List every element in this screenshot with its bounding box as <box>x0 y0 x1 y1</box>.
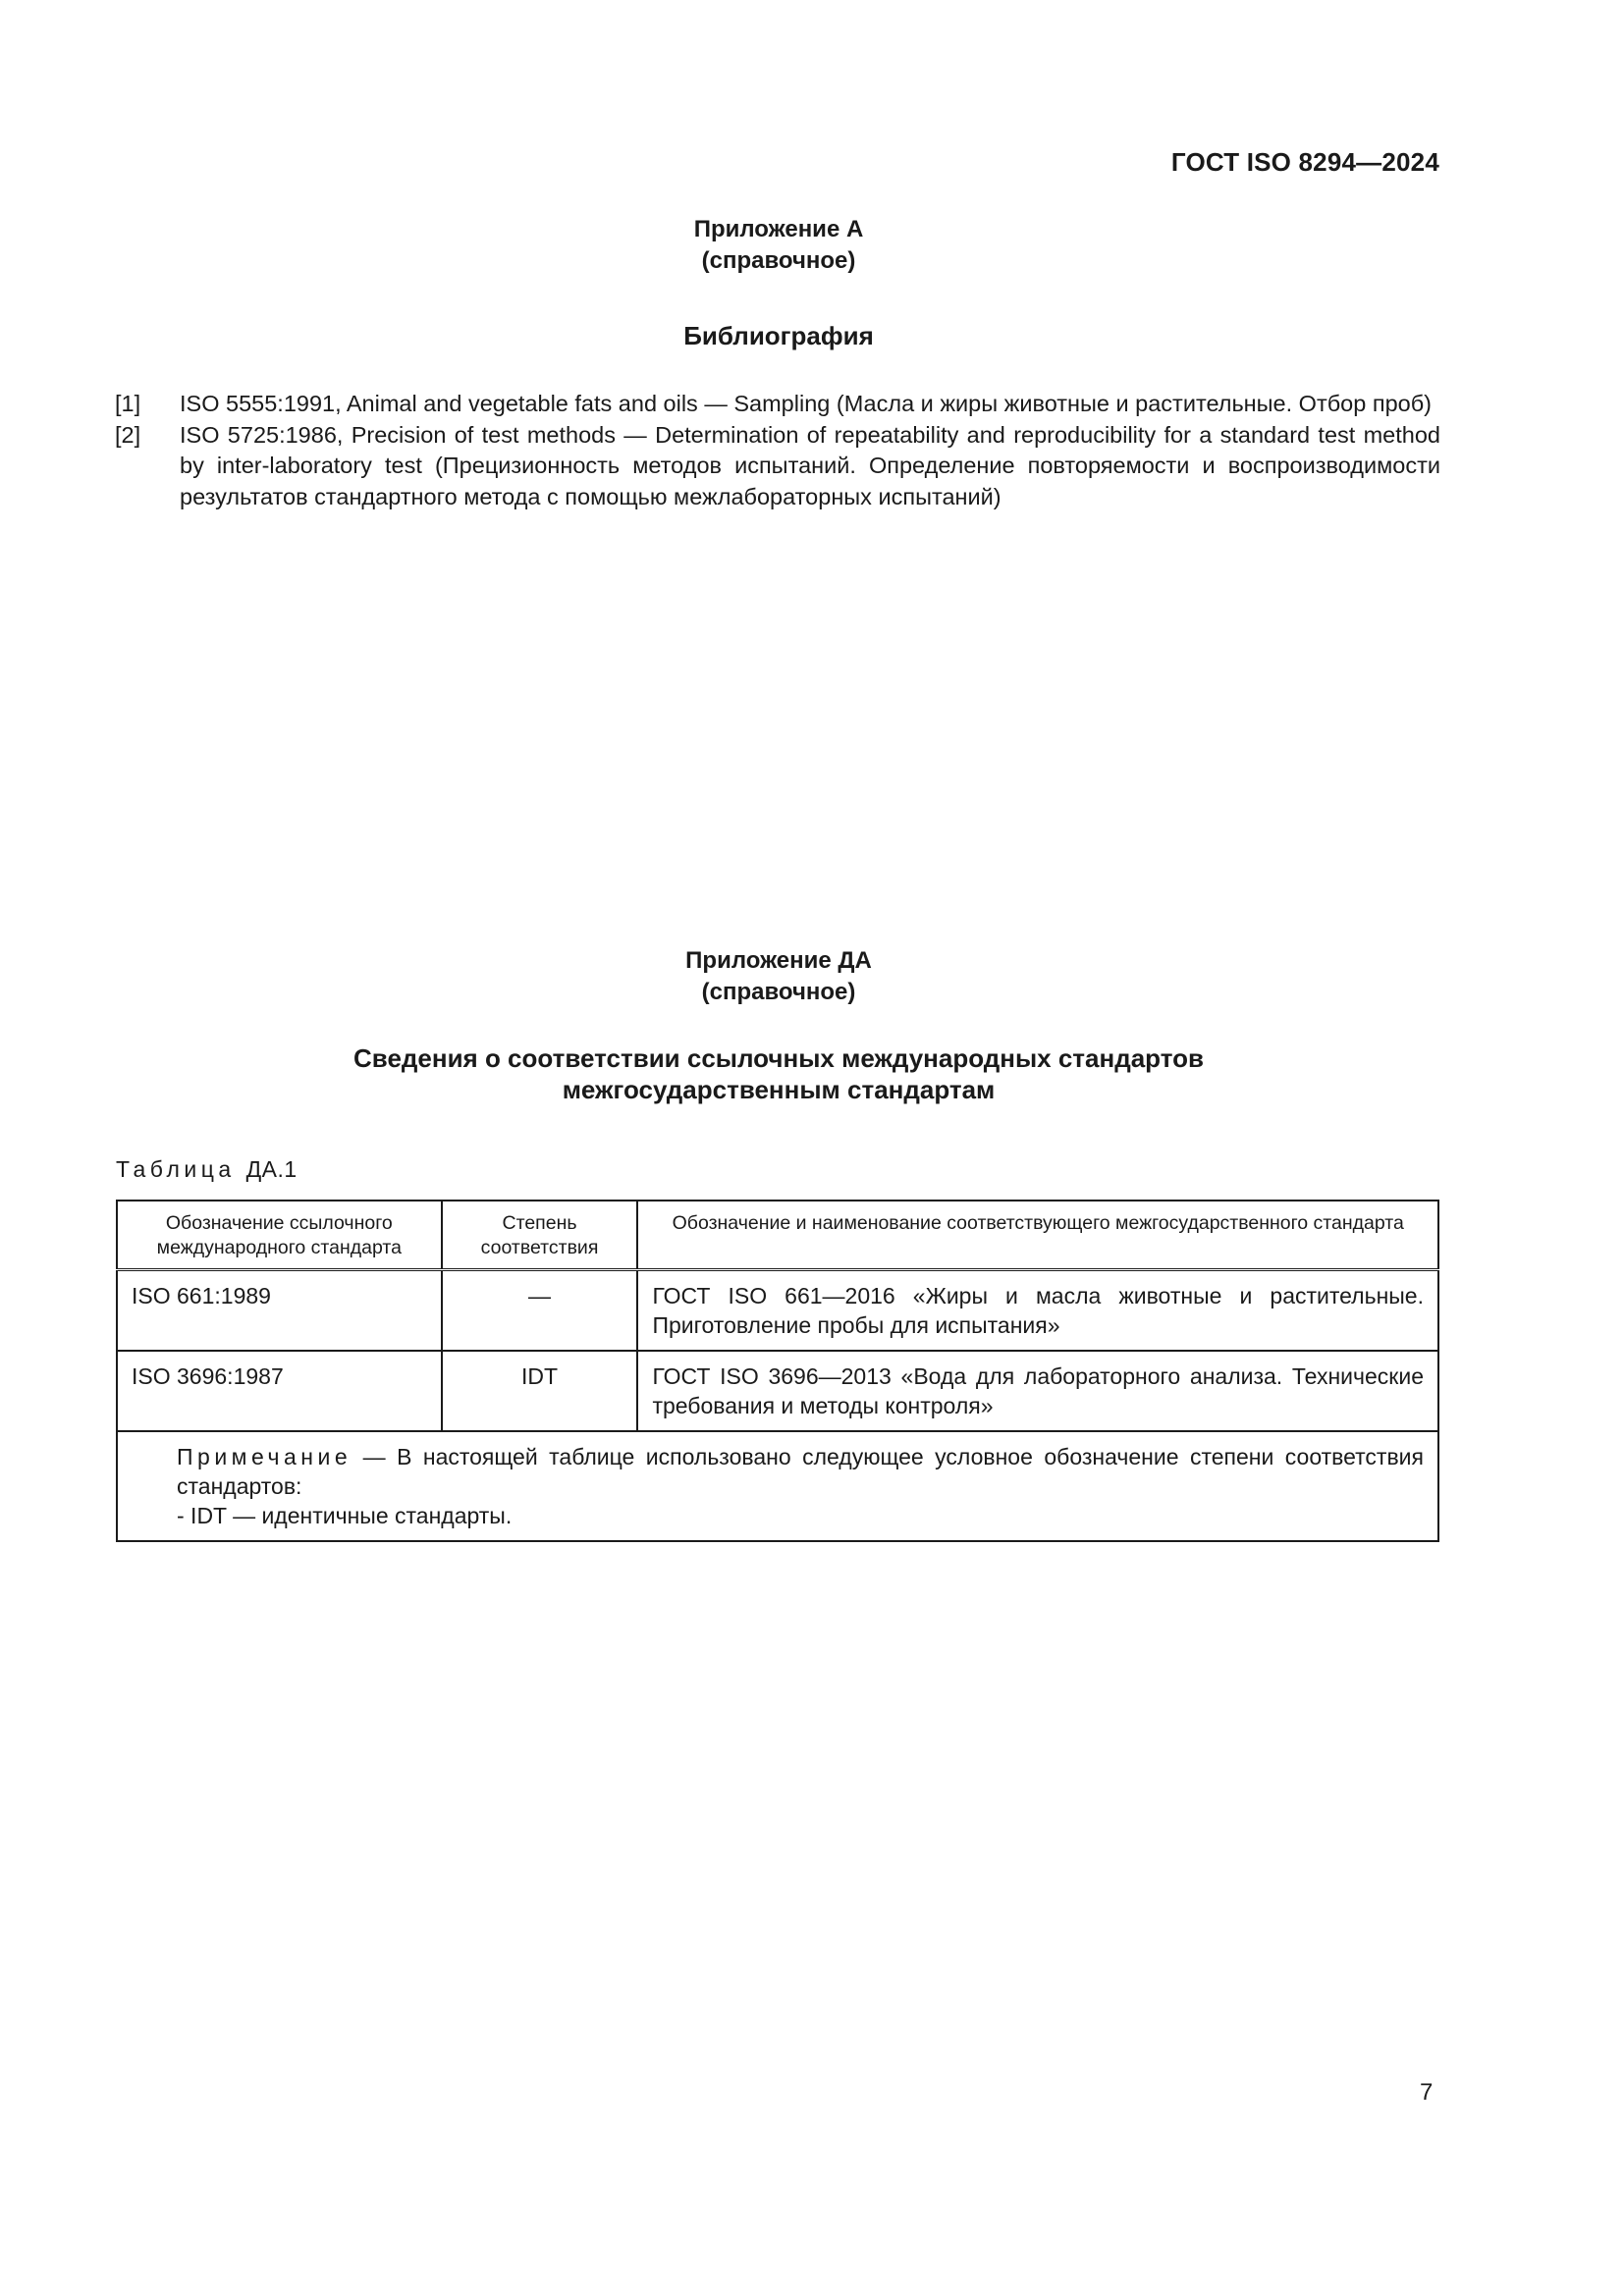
bibliography-item <box>115 389 1440 420</box>
table-cell-degree: — <box>442 1270 638 1352</box>
table-row <box>117 1351 1438 1431</box>
standards-correspondence-table <box>116 1200 1439 1542</box>
annex-da-heading <box>0 1042 1557 1105</box>
table-note-row <box>117 1431 1438 1541</box>
bibliography-item-number: [2] <box>115 421 141 448</box>
bibliography-item-text: ISO 5725:1986, Precision of test methods — Determination of repeatability and reproducibility for a standard test method by inter-laboratory test (Прецизионность методов испытаний. Определение повторяемости и воспроизводимости результатов стандартного метода с помощью межлабораторных испытаний) <box>180 421 1440 509</box>
annex-da-subtitle: (справочное) <box>701 979 856 1005</box>
bibliography-item <box>115 420 1440 513</box>
annex-da-title: Приложение ДА <box>685 947 872 974</box>
annex-a-title: Приложение А <box>693 216 864 242</box>
table-cell-national: ГОСТ ISO 661—2016 «Жиры и масла животные и растительные. Приготовление пробы для испытания» <box>637 1270 1438 1352</box>
document-code: ГОСТ ISO 8294—2024 <box>1170 147 1439 177</box>
annex-da-heading-line1: Сведения о соответствии ссылочных международных стандартов <box>353 1043 1204 1073</box>
table-header-cell: Степень соответствия <box>442 1201 638 1270</box>
table-header-row <box>117 1201 1438 1270</box>
bibliography-heading: Библиография <box>683 321 874 350</box>
table-header-cell: Обозначение и наименование соответствующего межгосударственного стандарта <box>637 1201 1438 1270</box>
table-caption <box>116 1156 298 1183</box>
bibliography-list <box>115 389 1440 512</box>
bibliography-heading-wrap <box>0 320 1557 351</box>
table-note-text-wrap <box>132 1442 1424 1501</box>
annex-da-header <box>0 945 1557 1008</box>
bibliography-item-text: ISO 5555:1991, Animal and vegetable fats and oils — Sampling (Масла и жиры животные и растительные. Отбор проб) <box>180 391 1433 416</box>
table-cell-ref: ISO 3696:1987 <box>117 1351 442 1431</box>
table-header-cell: Обозначение ссылочного международного стандарта <box>117 1201 442 1270</box>
annex-da-heading-line2: межгосударственным стандартам <box>562 1075 996 1104</box>
annex-a-subtitle: (справочное) <box>701 247 856 274</box>
table-note-text: — В настоящей таблице использовано следующее условное обозначение степени соответствия стандартов: <box>177 1444 1424 1499</box>
table-cell-national: ГОСТ ISO 3696—2013 «Вода для лабораторного анализа. Технические требования и методы контроля» <box>637 1351 1438 1431</box>
page-number: 7 <box>1420 2079 1434 2106</box>
table-caption-id: ДА.1 <box>245 1156 298 1182</box>
table-cell-degree: IDT <box>442 1351 638 1431</box>
table-row <box>117 1270 1438 1352</box>
table-cell-ref: ISO 661:1989 <box>117 1270 442 1352</box>
table-note-label: Примечание <box>177 1444 352 1469</box>
table-note <box>117 1431 1438 1541</box>
table-caption-word: Таблица <box>116 1156 236 1182</box>
bibliography-item-number: [1] <box>115 391 141 416</box>
table-note-item: - IDT — идентичные стандарты. <box>177 1503 513 1528</box>
annex-a-header <box>0 214 1557 277</box>
